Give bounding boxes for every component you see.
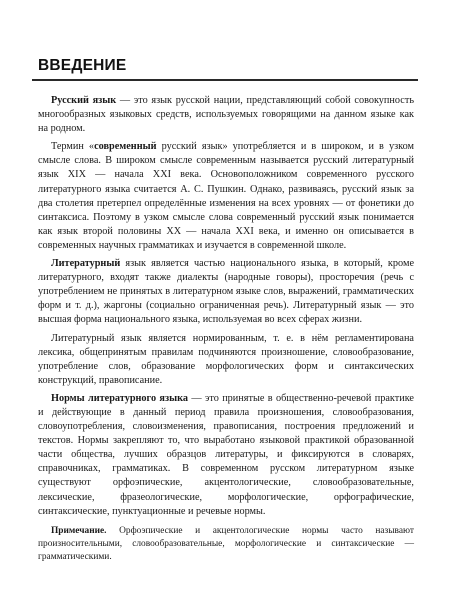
note-text: Орфоэпические и акцентологические нормы часто называют произносительными, словообразовательные, морфологические и синтаксические — грамматическими.: [38, 525, 414, 563]
document-body: [38, 94, 414, 565]
paragraph-literary-norms: [38, 392, 414, 519]
paragraph-text: язык является частью национального языка, в который, кроме литературного, входят также диалекты (народные говоры), просторечия (речь с употреблением не принятых в литературном языке слов, выражений, грамматических форм и т. д.), жаргоны (социально ограниченная речь). Литературный язык — это высшая форма национального языка, используемая во всех сферах жизни.: [38, 258, 414, 326]
term-literary: Литературный: [51, 258, 121, 270]
term-modern: современный: [94, 141, 157, 153]
note-label: Примечание.: [51, 525, 107, 536]
paragraph-literary-language: [38, 257, 414, 327]
paragraph-text: русский язык» употребляется и в широком, и в узком смысле слова. В широком смысле современным называется русский литературный язык XIX — начала XXI века. Основоположником современного русского литературного языка считается А. С. Пушкин. Однако, развиваясь, русский язык за два столетия претерпел определённые изменения на всех уровнях — от фонетики до синтаксиса. Поэтому в узком смысле слова современный русский язык понимается как язык второй половины XX — начала XXI века, и именно он описывается в современных научных грамматиках и изучается в современной школе.: [38, 141, 414, 251]
note-paragraph: [38, 525, 414, 565]
paragraph-modern-term: [38, 140, 414, 253]
paragraph-lead: Термин «: [51, 141, 95, 153]
page-title: ВВЕДЕНИЕ: [38, 57, 127, 74]
paragraph-text: — это язык русской нации, представляющий собой совокупность многообразных языковых средств, используемых говорящими на данном языке как на родном.: [38, 95, 414, 135]
term-literary-norms: Нормы литературного языка: [51, 392, 188, 404]
paragraph-text: Литературный язык является нормированным, т. е. в нём регламентирована лексика, общепринятым правилам подчиняются произношение, словообразование, употребление слов, образование морфологических форм и синтаксических конструкций, правописание.: [38, 332, 414, 386]
term-russian-language: Русский язык: [51, 95, 117, 106]
title-underline: [32, 79, 418, 81]
paragraph-text: — это принятые в общественно-речевой практике и действующие в данный период правила произношения, словообразования, словоупотребления, словоизменения, правописания, построения предложений и текстов. Нормы закрепляют то, что выработано языковой практикой образованной части общества, лучших образцов литературы, и фиксируются в словарях, справочниках, грамматиках. В современном русском литературном языке существуют орфоэпические, акцентологические, словообразовательные, лексические, фразеологические, морфологические, орфографические, синтаксические, пунктуационные и речевые нормы.: [38, 392, 414, 517]
paragraph-normalized: [38, 332, 414, 388]
paragraph-russian-language: [38, 94, 414, 136]
